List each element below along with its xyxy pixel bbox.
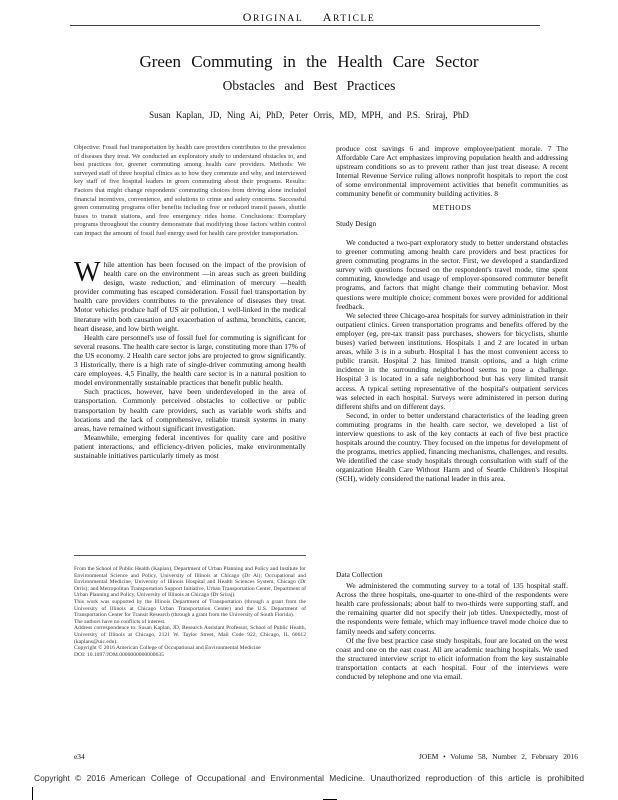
data-collection-section (336, 566, 568, 681)
intro-paragraph-1 (74, 257, 306, 333)
author-list: Susan Kaplan, JD, Ning Ai, PhD, Peter Orris, MD, MPH, and P.S. Sriraj, PhD (149, 110, 469, 120)
intro-paragraph-1-text: hile attention has been focused on the impact of the provision of health care on the environment —in areas such as green building design, waste reduction, and elimination of mercury —health provider commuting has escaped consideration. Fossil fuel transportation by health care providers contributes to the prevalence of diseases they treat. Motor vehicles produce half of US air pollution, 1 well-linked in the medical literature with both causation and exacerbation of asthma, bronchitis, cancer, heart disease, and low birth weight. (74, 260, 306, 333)
journal-info: JOEM • Volume 58, Number 2, February 2016 (418, 752, 578, 761)
crop-mark-vertical (32, 787, 33, 800)
data-collection-paragraph-1: We administered the commuting survey to a total of 135 hospital staff. Across the three hospitals, one-quarter to one-third of the respondents were health care professionals; about half to two-thirds were supporting staff, and the remaining quarter did not specify their job titles. Unexpectedly, most of the respondents were female, which may influence travel mode choice due to family needs and safety concerns. (336, 581, 568, 636)
correspondence: Address correspondence to: Susan Kaplan, JD, Research Assistant Professor, School of Public Health, University of Illinois at Chicago, 2121 W. Taylor Street, Mail Code 922, Chicago, IL 60612 (kaplans@uic.edu). (74, 625, 306, 645)
data-collection-paragraph-2: Of the five best practice case study hospitals, four are located on the west coast and one on the east coast. All are academic teaching hospitals. We used the structured interview script to elicit information from the key sustainable transportation contacts at each hospital. Four of the interviews were conducted by telephone and one via email. (336, 635, 568, 682)
study-design-paragraph-1: We conducted a two-part exploratory study to better understand obstacles to greener commuting among health care providers and best practices for green commuting programs in the sector. First, we developed a standardized survey with questions focused on the respondent's travel mode, time spent commuting, knowledge and usage of employer-sponsored commuter benefit programs, and factors that might change their commuting behavior. Most questions were multiple choice; comment boxes were provided for additional feedback. (336, 238, 568, 311)
intro-paragraph-3: Such practices, however, have been underdeveloped in the area of transportation. Commonly perceived obstacles to collective or public transportation by health care providers, such as variable work shifts and locations and the lack of comprehensive, reliable transit systems in many areas, have remained without significant investigation. (74, 387, 306, 433)
left-column-body (74, 257, 306, 460)
study-design-paragraph-3: Second, in order to better understand characteristics of the leading green commuting programs in the health care sector, we developed a list of interview questions to ask of the key contacts at each of five best practice hospitals around the country. They focused on the impetus for development of the programs, metrics applied, financing mechanisms, challenges, and results. We identified the case study hospitals through consultation with staff of the organization Health Care Without Harm and of Seattle Children's Hospital (SCH), widely considered the national leader in this area. (336, 410, 568, 484)
continuation-paragraph: produce cost savings 6 and improve employee/patient morale. 7 The Affordable Care Act emphasizes improving population health and addressing upstream conditions so as to prevent rather than just treat disease. A recent Internal Revenue Service ruling allows nonprofit hospitals to report the cost of some environmental improvement activities that benefit communities as community benefit or community building activities. 8 (336, 144, 568, 199)
abstract-text: Objective: Fossil fuel transportation by health care providers contributes to the prevalence of diseases they treat. We conducted an exploratory study to understand obstacles to, and best practices for, greener commuting among health care providers. Methods: We surveyed staff of three hospital clinics as to how they commute and why, and interviewed key staff of five hospital leaders in green commuting about their programs. Results: Factors that might change respondents' commuting choices from driving alone included financial incentives, convenience, and solutions to crime and safety concerns. Successful green commuting programs offer benefits including free or reduced transit passes, shuttle buses to transit stations, and free emergency rides home. Conclusions: Exemplary programs throughout the country demonstrate that modifying those factors within control can impact the amount of fossil fuel energy used for health care provider transportation. (74, 144, 306, 237)
study-design-heading: Study Design (336, 218, 377, 228)
footnote-rule (74, 555, 306, 556)
study-design-paragraph-2: We selected three Chicago-area hospitals for survey administration in their outpatient clinics. Green transportation programs and benefits offered by the employer (eg, pre-tax transit pass purchases, showers for bicyclists, shuttle buses) varied between institutions. Hospitals 1 and 2 are located in urban areas, while 3 is in a suburb. Hospital 1 has the most convenient access to public transit. Hospital 2 has limited transit options, and a high crime incidence in the surrounding neighborhood seems to pose a challenge. Hospital 3 is located in a safe neighborhood but has very limited transit access. A typical setting representative of the hospital's outpatient services was selected in each hospital. Surveys were administered in person during different shifts and on different days. (336, 310, 568, 411)
right-column-body (336, 238, 568, 484)
article-type-header (0, 10, 618, 25)
footnote-copyright: Copyright © 2016 American College of Occupational and Environmental Medicine (74, 645, 261, 652)
header-right-cap: A (322, 10, 334, 24)
funding: This work was supported by the Illinois Department of Transportation (through a grant from the University of Illinois at Chicago Urban Transportation Center) and the U.S. Department of Transportation Center for Transit Research (through a grant from the University of South Florida). (74, 598, 306, 619)
intro-paragraph-2: Health care personnel's use of fossil fuel for commuting is significant for several reasons. The health care sector is large, constituting more than 17% of the US economy. 2 Health care sector jobs are projected to grow significantly. 3 Historically, there is a high rate of single-driver commuting among health care employees. 4,5 Finally, the health care sector is in a natural position to model environmentally sustainable practices that benefit public health. (74, 332, 306, 388)
article-subtitle: Obstacles and Best Practices (222, 78, 396, 93)
affiliations: From the School of Public Health (Kaplan), Department of Urban Planning and Policy and Institute for Environmental Science and Policy, University of Illinois at Chicago (Dr Ai); Occupational and Environmental Medicine, University of Illinois Hospital and Health Sciences System, Chicago (Dr Orris); and Metropolitan Transportation Support Initiative, Urban Transportation Center, Department of Urban Planning and Policy, University of Illinois at Chicago (Dr Sriraj). (74, 566, 306, 599)
intro-paragraph-4: Meanwhile, emerging federal incentives for quality care and positive patient interactions, and efficiency-driven policies, make environmentally sustainable initiatives particularly timely as most (74, 432, 306, 460)
methods-heading: METHODS (432, 203, 472, 212)
copyright-banner: Copyright © 2016 American College of Occupational and Environmental Medicine. Unauthorized reproduction of this article is prohibited (34, 773, 584, 783)
author-footnote (74, 566, 306, 658)
data-collection-heading: Data Collection (336, 570, 383, 579)
page-number: e34 (74, 752, 85, 761)
conflicts: The authors have no conflicts of interest. (74, 618, 166, 625)
drop-cap: W (74, 257, 101, 288)
header-left-cap: O (242, 10, 253, 24)
doi: DOI: 10.1097/JOM.0000000000000635 (74, 651, 164, 658)
header-left-rest: RIGINAL (252, 14, 303, 24)
article-title: Green Commuting in the Health Care Sector (139, 52, 479, 71)
abstract (74, 144, 306, 239)
right-column-top (336, 144, 568, 230)
header-right-rest: RTICLE (333, 14, 376, 24)
header-rule (70, 25, 540, 26)
